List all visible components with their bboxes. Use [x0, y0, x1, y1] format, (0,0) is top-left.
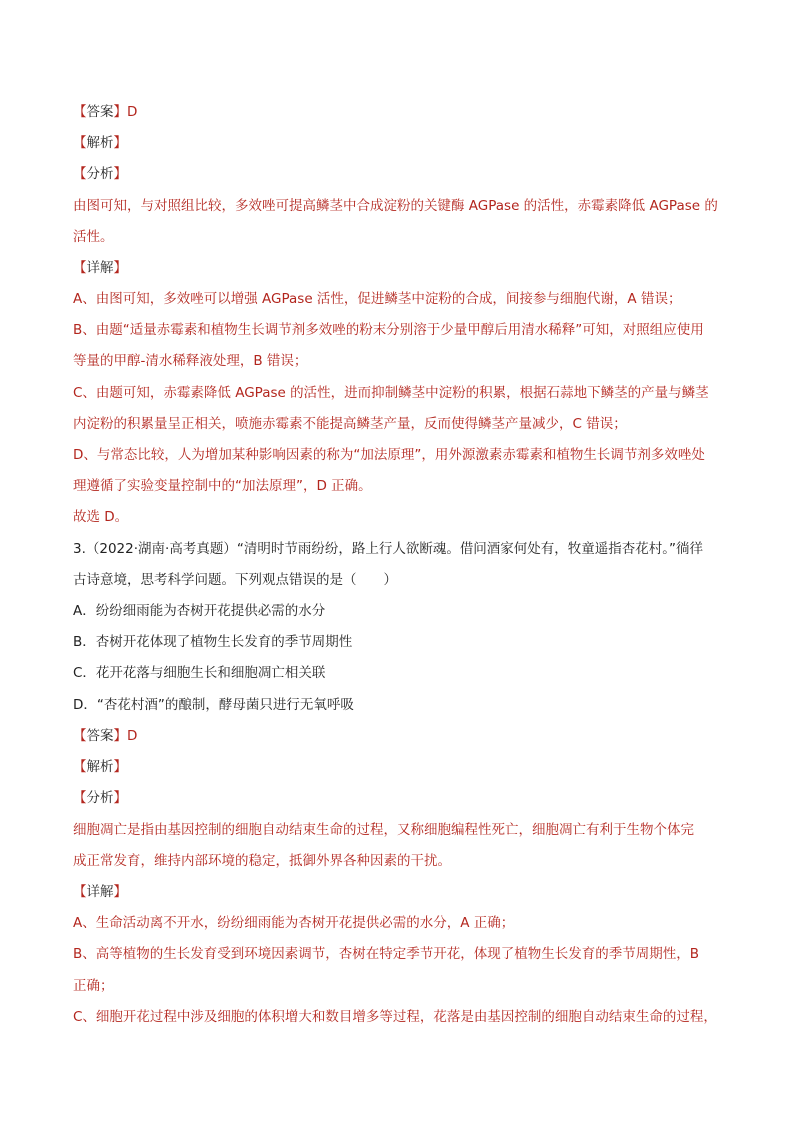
choice-line: 故选 D。	[73, 509, 129, 525]
detail-line: C、细胞开花过程中涉及细胞的体积增大和数目增多等过程，花落是由基因控制的细胞自动结束生命的过程，	[73, 1009, 717, 1025]
question-stem: 古诗意境，思考科学问题。下列观点错误的是（ ）	[73, 572, 397, 588]
fenxi-line: 成正常发育，维持内部环境的稳定，抵御外界各种因素的干扰。	[73, 853, 451, 869]
detail-line: B、由题“适量赤霉素和植物生长调节剂多效唑的粉末分别溶于少量甲醇后用清水稀释”可知，对照组应使用	[73, 322, 704, 338]
detail-line: A、生命活动离不开水，纷纷细雨能为杏树开花提供必需的水分，A 正确；	[73, 915, 515, 931]
answer-heading: 【答案】D	[73, 728, 138, 744]
answer-value: D	[127, 104, 138, 120]
detail-line: 正确；	[73, 978, 114, 994]
answer-heading: 【答案】D	[73, 104, 138, 120]
fenxi-line: 由图可知，与对照组比较，多效唑可提高鳞茎中合成淀粉的关键酶 AGPase 的活性，赤霉素降低 AGPase 的	[73, 198, 718, 214]
detail-heading: 【详解】	[73, 884, 127, 900]
detail-line: 内淀粉的积累量呈正相关，喷施赤霉素不能提高鳞茎产量，反而使得鳞茎产量减少，C 错误；	[73, 416, 627, 432]
option-a: A．纷纷细雨能为杏树开花提供必需的水分	[73, 603, 326, 619]
detail-line: 理遵循了实验变量控制中的“加法原理”，D 正确。	[73, 478, 372, 494]
detail-line: D、与常态比较，人为增加某种影响因素的称为“加法原理”，用外源激素赤霉素和植物生长调节剂多效唑处	[73, 447, 705, 463]
question-stem: 3.（2022·湖南·高考真题）“清明时节雨纷纷，路上行人欲断魂。借问酒家何处有，牧童遥指杏花村。”徜徉	[73, 541, 704, 557]
detail-line: 等量的甲醇-清水稀释液处理，B 错误；	[73, 353, 308, 369]
fenxi-line: 活性。	[73, 229, 114, 245]
option-d: D．“杏花村酒”的酿制，酵母菌只进行无氧呼吸	[73, 697, 354, 713]
detail-line: A、由图可知，多效唑可以增强 AGPase 活性，促进鳞茎中淀粉的合成，间接参与细胞代谢，A 错误；	[73, 291, 682, 307]
fenxi-heading: 【分析】	[73, 166, 127, 182]
analysis-heading: 【解析】	[73, 759, 127, 775]
fenxi-line: 细胞凋亡是指由基因控制的细胞自动结束生命的过程，又称细胞编程性死亡，细胞凋亡有利于生物个体完	[73, 822, 694, 838]
option-b: B．杏树开花体现了植物生长发育的季节周期性	[73, 634, 353, 650]
option-c: C．花开花落与细胞生长和细胞凋亡相关联	[73, 665, 326, 681]
fenxi-heading: 【分析】	[73, 790, 127, 806]
analysis-heading: 【解析】	[73, 135, 127, 151]
answer-value: D	[127, 728, 138, 744]
detail-line: B、高等植物的生长发育受到环境因素调节，杏树在特定季节开花，体现了植物生长发育的季节周期性，B	[73, 946, 700, 962]
detail-line: C、由题可知，赤霉素降低 AGPase 的活性，进而抑制鳞茎中淀粉的积累，根据石蒜地下鳞茎的产量与鳞茎	[73, 385, 709, 401]
detail-heading: 【详解】	[73, 260, 127, 276]
